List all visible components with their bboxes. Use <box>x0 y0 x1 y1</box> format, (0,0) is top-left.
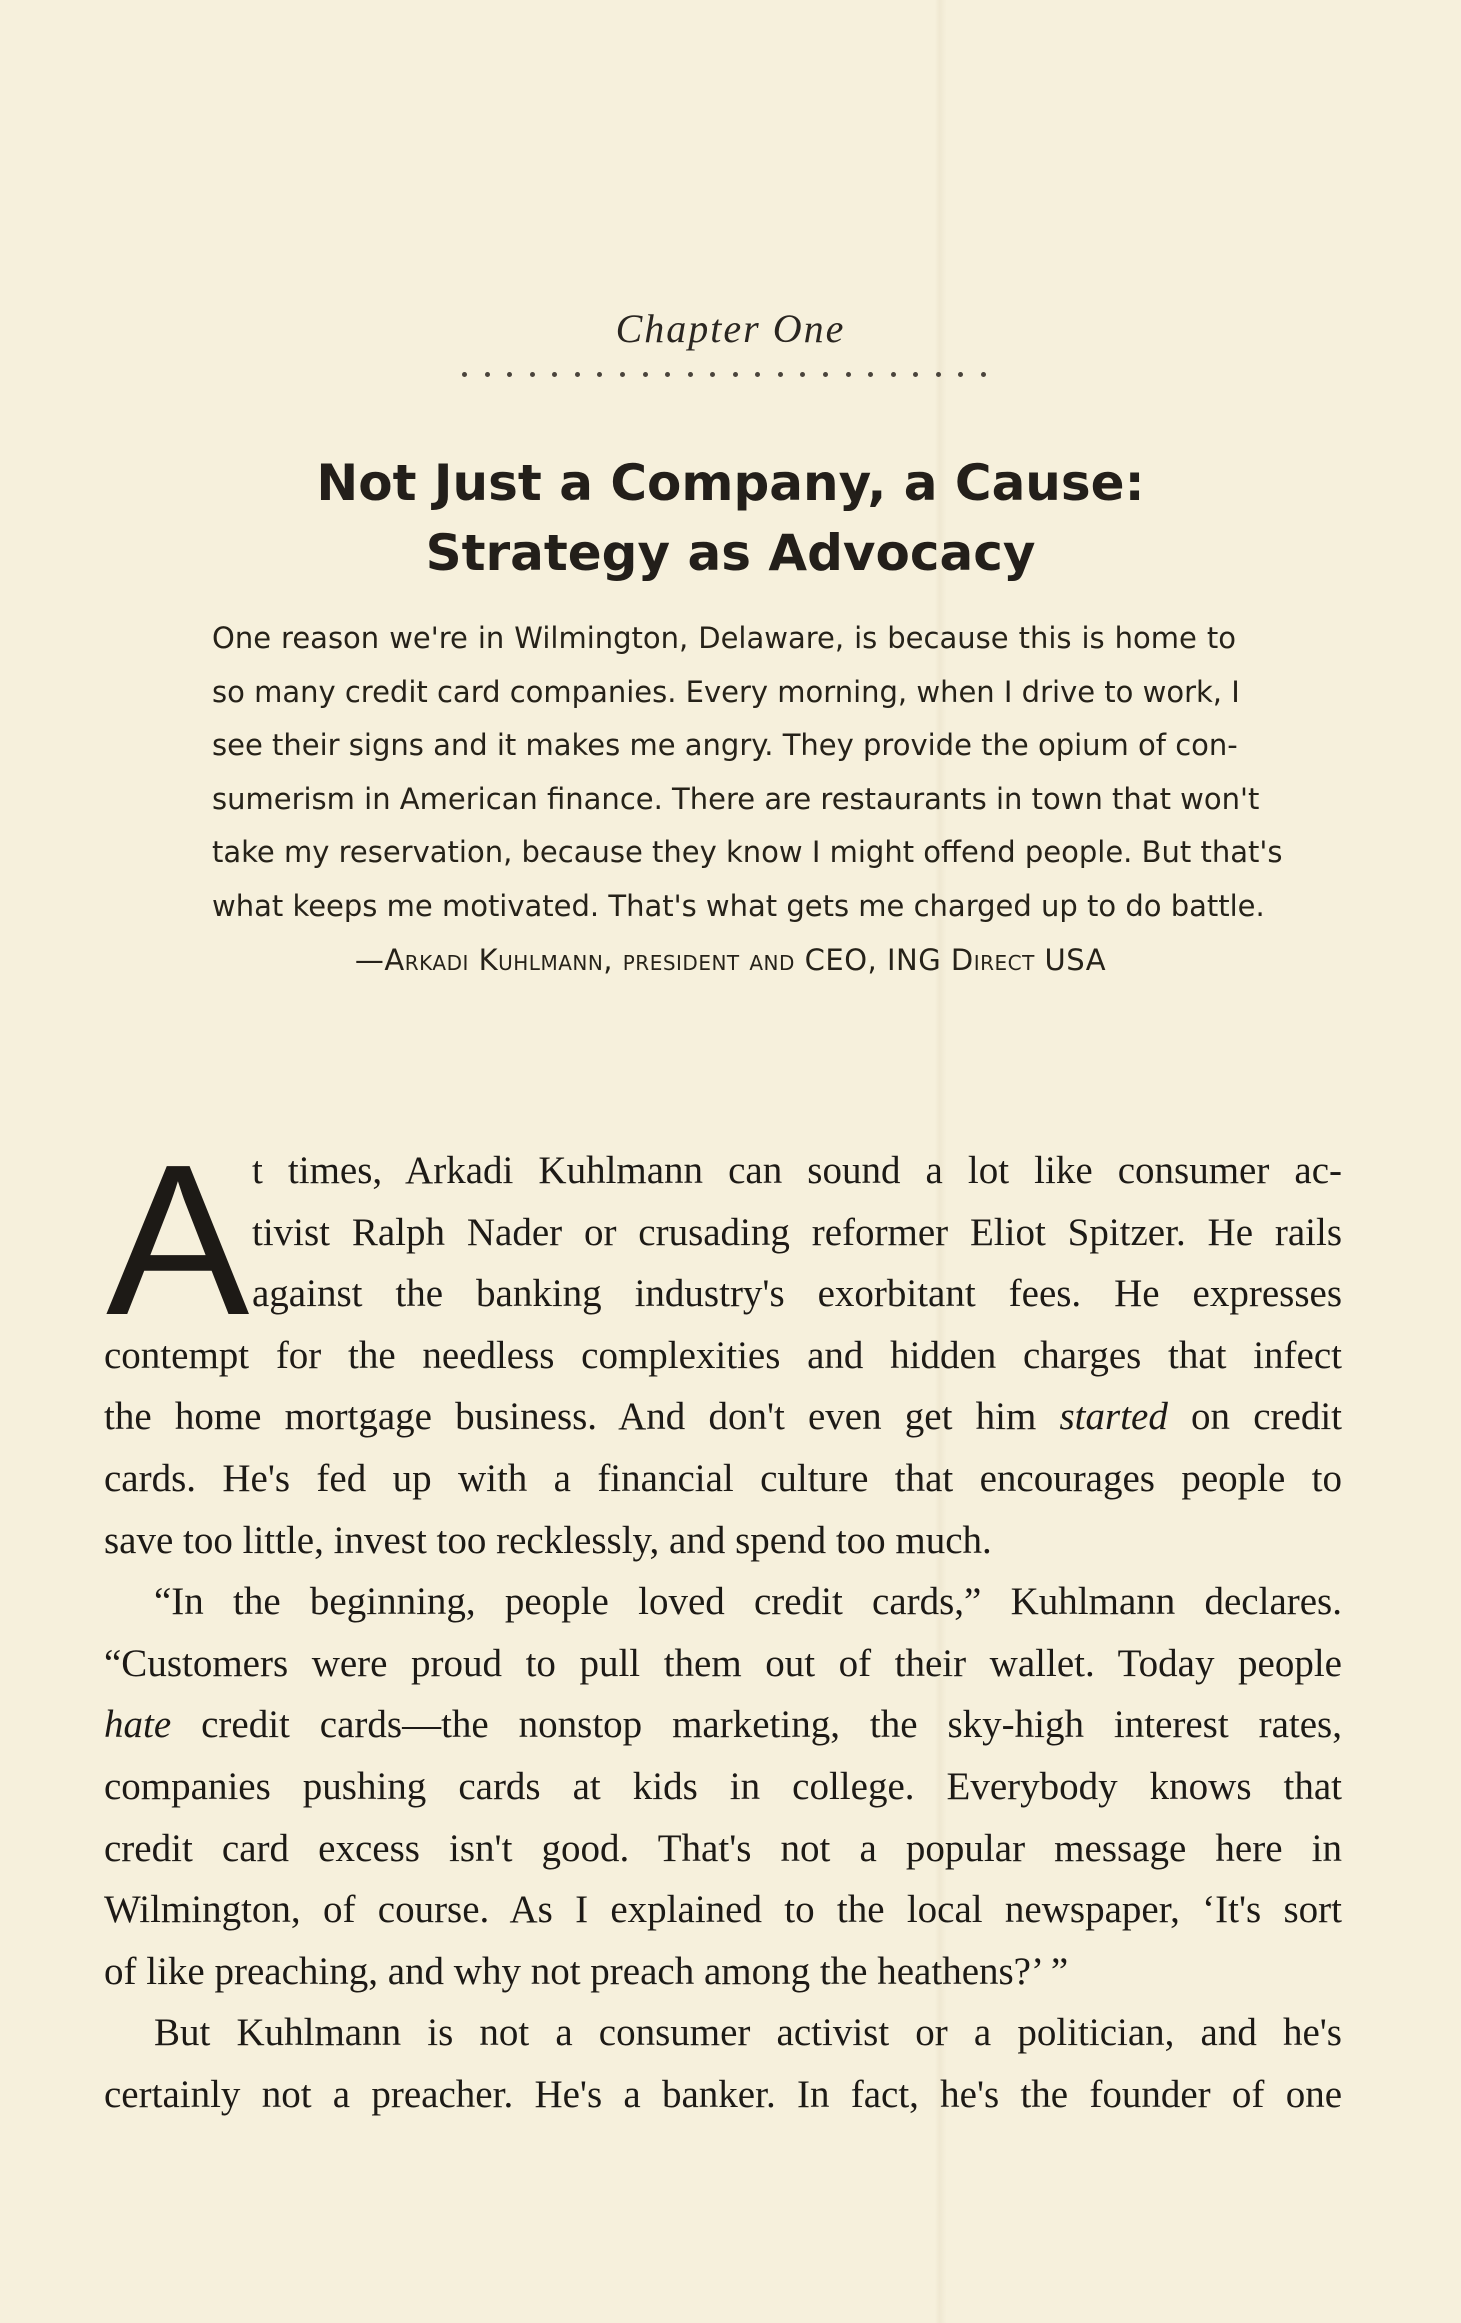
body-line-text: the home mortgage business. And don't even get him <box>104 1395 1060 1439</box>
body-text <box>104 1119 1342 2126</box>
emphasis: hate <box>104 1703 172 1747</box>
body-line-text: on credit <box>1167 1395 1342 1439</box>
epigraph-line: sumerism in American finance. There are restaurants in town that won't <box>212 781 1260 816</box>
epigraph-line: One reason we're in Wilmington, Delaware, is because this is home to <box>212 621 1236 655</box>
chapter-title-line-1: Not Just a Company, a Cause: <box>316 454 1145 512</box>
body-line <box>104 1694 1342 1756</box>
chapter-title-line-2: Strategy as Advocacy <box>425 524 1036 582</box>
body-line: certainly not a preacher. He's a banker. In fact, he's the founder of one <box>104 2072 1342 2116</box>
body-line: “In the beginning, people loved credit cards,” Kuhlmann declares. <box>154 1580 1342 1624</box>
chapter-title <box>0 448 1461 588</box>
epigraph <box>212 612 1283 933</box>
epigraph-line: see their signs and it makes me angry. They provide the opium of con- <box>212 728 1238 762</box>
body-line: cards. He's fed up with a financial culture that encourages people to <box>104 1456 1342 1500</box>
epigraph-attribution: —Arkadi Kuhlmann, president and CEO, ING Direct USA <box>354 943 1107 977</box>
drop-cap: A <box>106 1119 250 1360</box>
body-line: contempt for the needless complexities and hidden charges that infect <box>104 1333 1342 1377</box>
body-line: companies pushing cards at kids in college. Everybody knows that <box>104 1764 1342 1808</box>
chapter-label: Chapter One <box>615 306 846 351</box>
epigraph-line: so many credit card companies. Every morning, when I drive to work, I <box>212 674 1240 709</box>
body-line: tivist Ralph Nader or crusading reformer Eliot Spitzer. He rails <box>252 1210 1342 1254</box>
chapter-divider-dots <box>462 372 986 382</box>
body-line: save too little, invest too recklessly, and spend too much. <box>104 1518 992 1562</box>
body-line: Wilmington, of course. As I explained to the local newspaper, ‘It's sort <box>104 1888 1342 1932</box>
body-line: t times, Arkadi Kuhlmann can sound a lot like consumer ac- <box>252 1149 1342 1192</box>
body-line <box>104 1386 1342 1448</box>
body-line: against the banking industry's exorbitant fees. He expresses <box>252 1272 1342 1316</box>
body-line: credit card excess isn't good. That's not a popular message here in <box>104 1826 1342 1870</box>
epigraph-line: take my reservation, because they know I might offend people. But that's <box>212 835 1283 869</box>
body-line: But Kuhlmann is not a consumer activist or a politician, and he's <box>154 2011 1342 2055</box>
emphasis: started <box>1059 1395 1168 1439</box>
body-line: of like preaching, and why not preach among the heathens?’ ” <box>104 1949 1069 1993</box>
body-line-text: credit cards—the nonstop marketing, the sky-high interest rates, <box>171 1703 1342 1747</box>
epigraph-line: what keeps me motivated. That's what gets me charged up to do battle. <box>212 888 1265 923</box>
body-line: “Customers were proud to pull them out of their wallet. Today people <box>104 1641 1342 1685</box>
